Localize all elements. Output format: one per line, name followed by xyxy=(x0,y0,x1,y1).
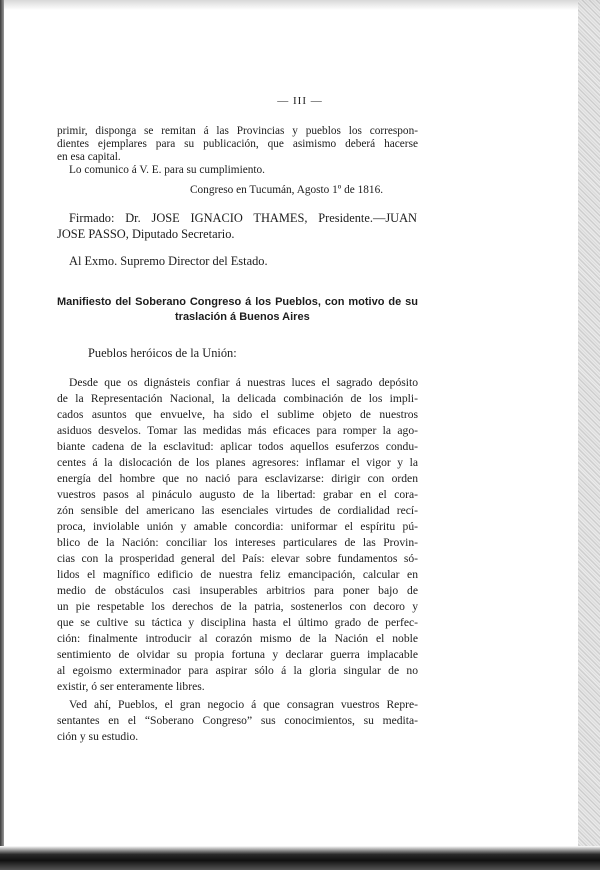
text-line: lidos el magnífico edificio de nuestra feliz emancipación, calcular en xyxy=(57,568,418,581)
date-line: Congreso en Tucumán, Agosto 1º de 1816. xyxy=(190,184,384,196)
text-line: energía del hombre que no nació para esclavizarse: dirigir con orden xyxy=(57,472,418,485)
text-line: biante cadena de la esclavitud: aplicar todos aquellos esuferzos condu- xyxy=(57,440,418,453)
text-line: primir, disponga se remitan á las Provincias y pueblos los correspon- xyxy=(57,125,418,137)
scan-edge-bottom xyxy=(0,846,600,870)
text-line: blico de la Nación: conciliar los intereses particulares de las Provin- xyxy=(57,536,418,549)
signature-line: JOSE PASSO, Diputado Secretario. xyxy=(57,227,235,241)
text-line: medio de obstáculos casi insuperables arbitrios para poner bajo de xyxy=(57,584,418,597)
text-line: que se cultive su táctica y disciplina hasta el último grado de perfec- xyxy=(57,616,418,629)
text-line: vuestros pasos al pináculo augusto de la libertad: grabar en el cora- xyxy=(57,488,418,501)
text-line: de la Representación Nacional, la delicada combinación de los impli- xyxy=(57,392,418,405)
salutation: Pueblos heróicos de la Unión: xyxy=(88,346,237,360)
text-line: ción: finalmente introducir al corazón mismo de la Nación el noble xyxy=(57,632,418,645)
text-line: Desde que os dignásteis confiar á nuestras luces el sagrado depósito xyxy=(69,376,418,389)
text-line: en esa capital. xyxy=(57,151,121,163)
communication-line: Lo comunico á V. E. para su cumplimiento. xyxy=(69,164,265,176)
text-line: sentimiento de olvidar su propia fortuna y declarar guerra implacable xyxy=(57,648,418,661)
page-number: — III — xyxy=(277,95,323,107)
signature-line: Firmado: Dr. JOSE IGNACIO THAMES, Presidente.—JUAN xyxy=(69,211,417,225)
text-line: zón sensible del americano las esenciales virtudes de cordialidad recí- xyxy=(57,504,418,517)
heading-line: traslación á Buenos Aires xyxy=(175,311,310,323)
text-line: Ved ahí, Pueblos, el gran negocio á que consagran vuestros Repre- xyxy=(69,698,418,711)
text-line: cados asuntos que envuelve, ha sido el sublime objeto de nuestros xyxy=(57,408,418,421)
text-line: existir, ó ser enteramente libres. xyxy=(57,680,205,693)
scan-edge-right xyxy=(578,0,600,870)
text-line: un pie respetable los derechos de la patria, sostenerlos con decoro y xyxy=(57,600,418,613)
text-line: al egoismo exterminador para aspirar sólo á la gloria singular de no xyxy=(57,664,418,677)
heading-line: Manifiesto del Soberano Congreso á los Pueblos, con motivo de su xyxy=(57,296,418,308)
text-line: proca, inviolable unión y amable concordia: uniformar el espíritu pú- xyxy=(57,520,418,533)
text-line: asiduos desvelos. Tomar las medidas más eficaces para romper la ago- xyxy=(57,424,418,437)
scan-edge-top xyxy=(0,0,600,10)
text-line: ción y su estudio. xyxy=(57,730,139,743)
scan-edge-left xyxy=(0,0,4,870)
addressee: Al Exmo. Supremo Director del Estado. xyxy=(69,254,268,268)
text-line: cias con la prosperidad general del País: elevar sobre fundamentos só- xyxy=(57,552,418,565)
text-line: centes á la dislocación de los planes agresores: inflamar el vigor y la xyxy=(57,456,418,469)
text-line: dientes ejemplares para su publicación, que asimismo deberá hacerse xyxy=(57,138,418,150)
text-line: sentantes en el “Soberano Congreso” sus conocimientos, su medita- xyxy=(57,714,418,727)
